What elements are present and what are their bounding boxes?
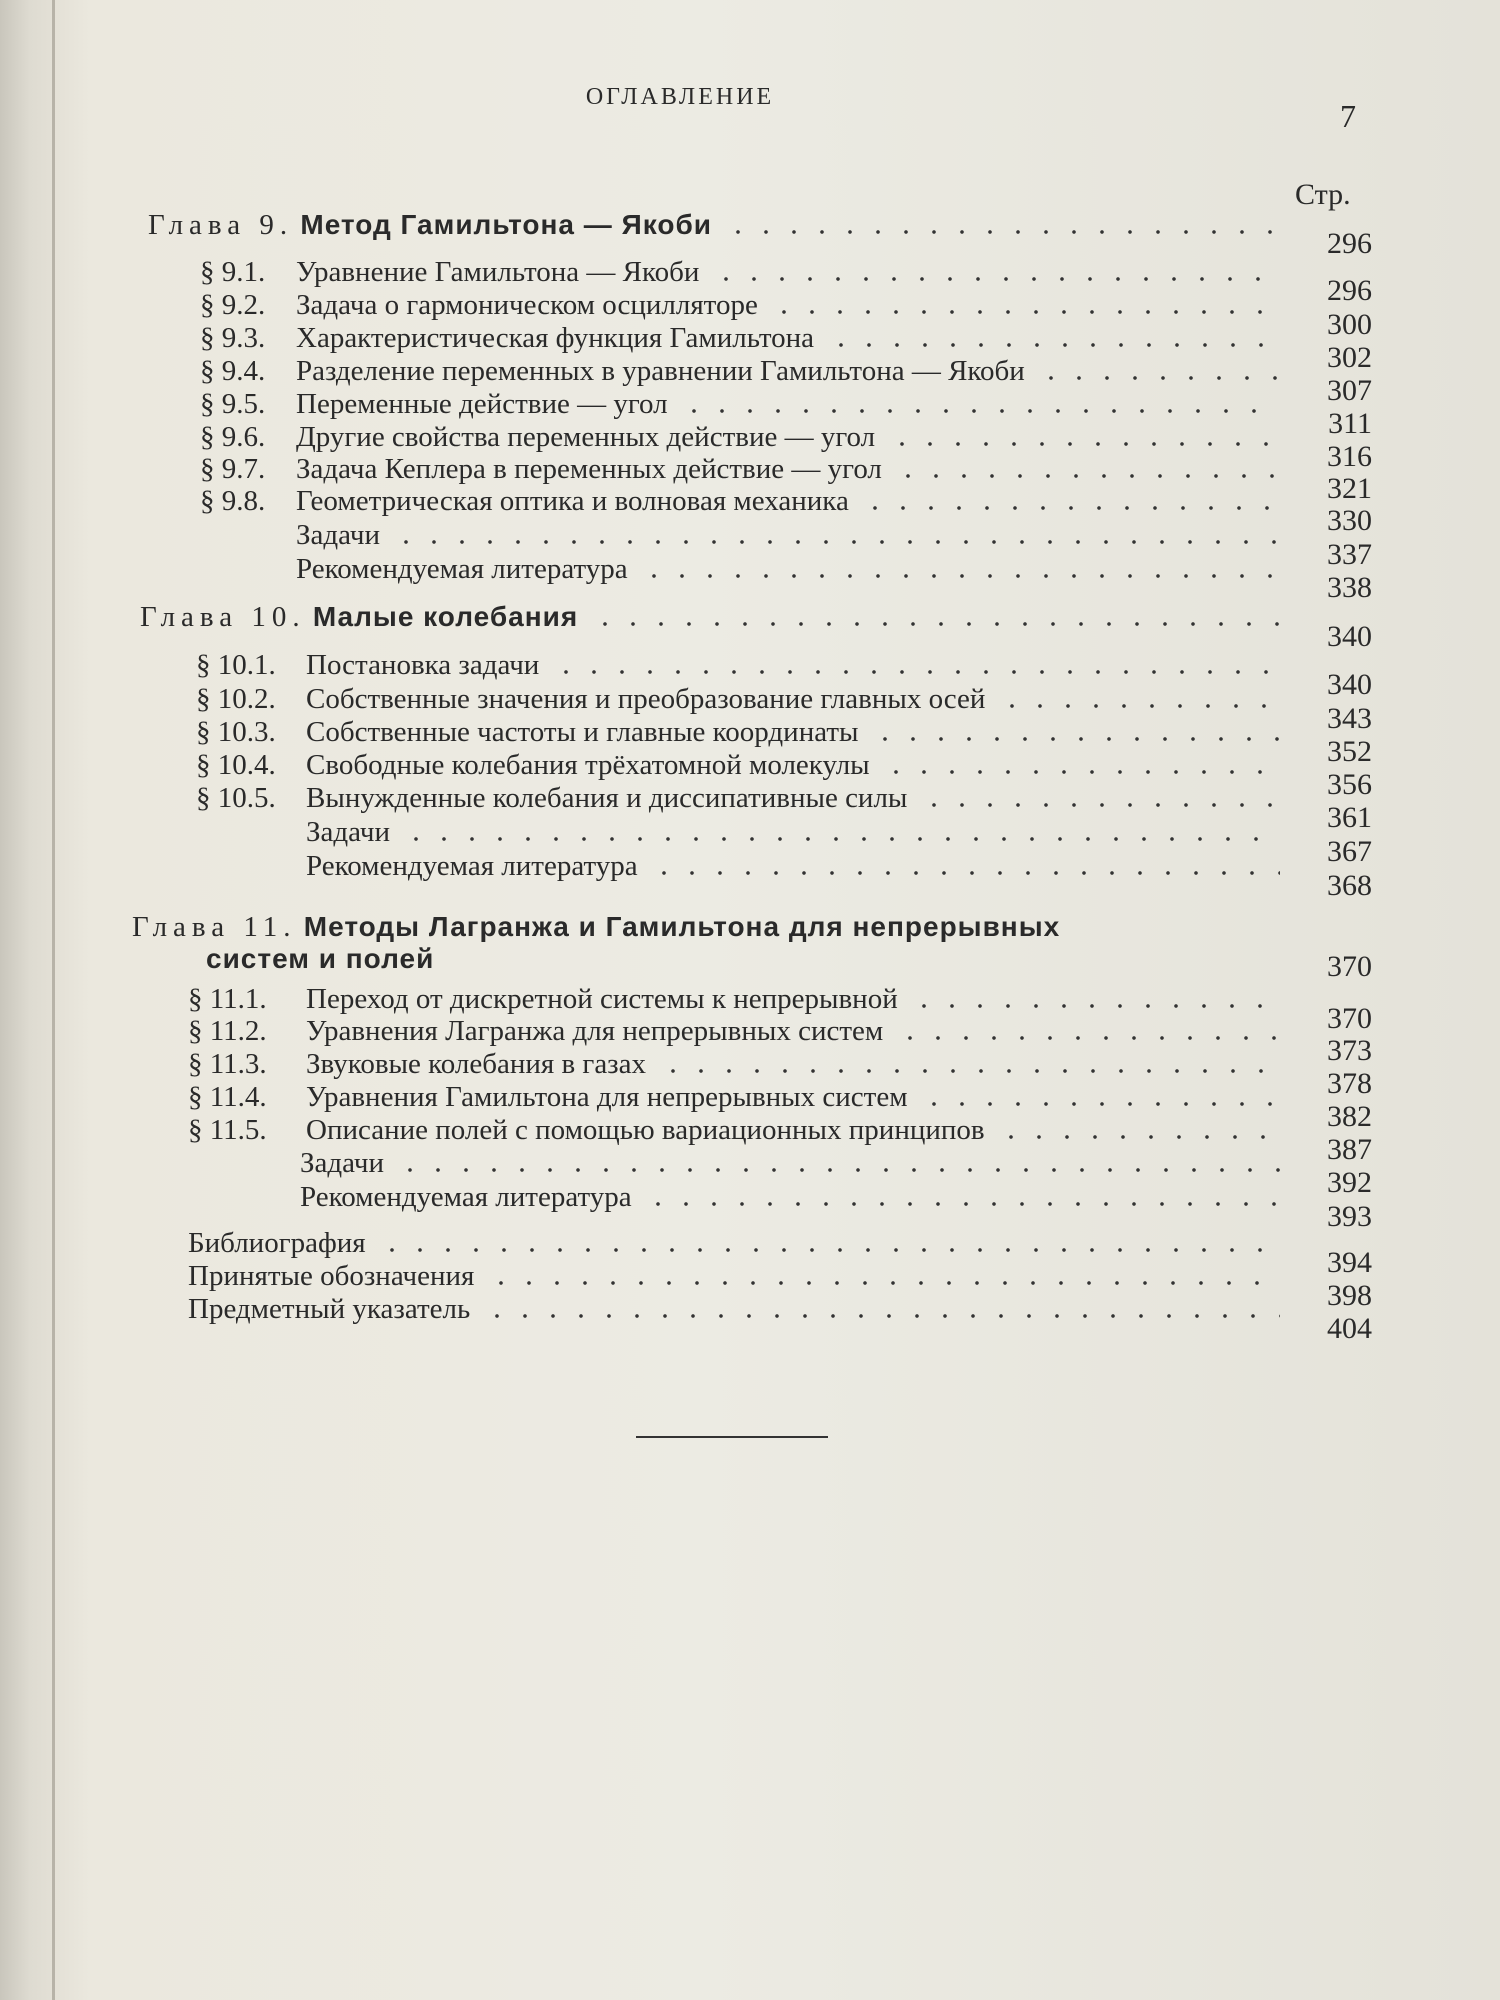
page-ref: 302 [1327, 341, 1372, 374]
section-title: Вынужденные колебания и диссипативные силы [306, 782, 908, 814]
leader-dots [827, 341, 1280, 349]
page-ref: 392 [1327, 1166, 1372, 1199]
section-number: § 9.7. [200, 453, 266, 485]
leader-dots [378, 1246, 1280, 1254]
chapter-number: Глава 11. [132, 911, 297, 943]
toc-section-entry[interactable] [188, 1047, 646, 1081]
toc-entry[interactable] [306, 849, 638, 883]
section-number: § 11.3. [188, 1048, 267, 1080]
page-ref: 378 [1327, 1067, 1372, 1100]
leader-dots [871, 735, 1280, 743]
entry-title: Рекомендуемая литература [306, 850, 638, 882]
section-title: Звуковые колебания в газах [306, 1048, 647, 1080]
toc-entry[interactable] [296, 518, 380, 552]
entry-title: Предметный указатель [188, 1293, 471, 1325]
pages-column-label: Стр. [1295, 178, 1351, 211]
entry-title: Библиография [188, 1227, 366, 1259]
section-title: Описание полей с помощью вариационных принципов [306, 1114, 985, 1146]
chapter-title-line2: систем и полей [206, 943, 435, 974]
page-number: 7 [1340, 98, 1356, 134]
page-ref: 321 [1327, 472, 1372, 505]
page-ref: 296 [1327, 274, 1372, 307]
toc-section-entry[interactable] [188, 982, 898, 1016]
page-ref: 338 [1327, 571, 1372, 604]
chapter-number: Глава 10. [140, 601, 306, 633]
toc-section-entry[interactable] [196, 781, 907, 815]
toc-section-entry[interactable] [188, 1113, 985, 1147]
toc-section-entry[interactable] [200, 387, 668, 421]
toc-section-entry[interactable] [196, 748, 870, 782]
section-number: § 11.5. [188, 1114, 267, 1146]
entry-title: Задачи [306, 816, 390, 848]
page-ref: 368 [1327, 869, 1372, 902]
leader-dots [861, 504, 1280, 512]
section-title: Собственные значения и преобразование главных осей [306, 683, 986, 715]
leader-dots [483, 1312, 1280, 1320]
toc-section-entry[interactable] [196, 682, 985, 716]
section-number: § 11.1. [188, 983, 267, 1015]
entry-title: Задачи [300, 1147, 384, 1179]
chapter-heading[interactable] [132, 910, 1060, 944]
toc-entry[interactable] [300, 1180, 632, 1214]
section-title: Уравнение Гамильтона — Якоби [296, 256, 700, 288]
toc-entry[interactable] [306, 815, 390, 849]
leader-dots [552, 668, 1280, 676]
leader-dots [659, 1067, 1280, 1075]
leader-dots [888, 440, 1280, 448]
page-ref: 382 [1327, 1100, 1372, 1133]
leader-dots [650, 869, 1280, 877]
section-number: § 9.8. [200, 485, 266, 517]
page-ref: 343 [1327, 702, 1372, 735]
page-ref: 296 [1327, 227, 1372, 260]
section-number: § 10.5. [196, 782, 276, 814]
leader-dots [1037, 374, 1280, 382]
leader-dots [591, 620, 1280, 628]
entry-title: Принятые обозначения [188, 1260, 475, 1292]
toc-entry[interactable] [296, 552, 628, 586]
page-ref: 361 [1327, 801, 1372, 834]
section-title: Собственные частоты и главные координаты [306, 716, 859, 748]
leader-dots [640, 572, 1280, 580]
leader-dots [402, 835, 1280, 843]
leader-dots [487, 1279, 1280, 1287]
chapter-number: Глава 9. [148, 209, 294, 241]
leader-dots [770, 308, 1280, 316]
toc-section-entry[interactable] [196, 648, 539, 682]
back-matter-entry[interactable] [188, 1259, 474, 1293]
page-ref: 316 [1327, 440, 1372, 473]
section-number: § 9.2. [200, 289, 266, 321]
section-title: Характеристическая функция Гамильтона [296, 322, 815, 354]
section-number: § 10.3. [196, 716, 276, 748]
running-head: ОГЛАВЛЕНИЕ [585, 84, 775, 110]
page-ref: 370 [1327, 950, 1372, 983]
chapter-title: Малые колебания [312, 601, 579, 632]
page-ref: 394 [1327, 1246, 1372, 1279]
chapter-heading[interactable] [148, 208, 712, 242]
toc-section-entry[interactable] [200, 321, 814, 355]
section-title: Другие свойства переменных действие — угол [296, 421, 876, 453]
toc-entry[interactable] [300, 1146, 384, 1180]
leader-dots [998, 702, 1280, 710]
entry-title: Рекомендуемая литература [296, 553, 628, 585]
section-number: § 11.4. [188, 1081, 267, 1113]
section-title: Уравнения Лагранжа для непрерывных систем [306, 1015, 884, 1047]
section-number: § 9.5. [200, 388, 266, 420]
chapter-title: Методы Лагранжа и Гамильтона для непрерывных [303, 911, 1061, 942]
leader-dots [910, 1002, 1280, 1010]
toc-section-entry[interactable] [200, 354, 1025, 388]
section-title: Разделение переменных в уравнении Гамильтона — Якоби [296, 355, 1025, 387]
page-ref: 373 [1327, 1034, 1372, 1067]
page-ref: 404 [1327, 1312, 1372, 1345]
section-number: § 9.6. [200, 421, 266, 453]
back-matter-entry[interactable] [188, 1226, 366, 1260]
leader-dots [724, 228, 1280, 236]
section-number: § 9.4. [200, 355, 266, 387]
leader-dots [712, 275, 1280, 283]
leader-dots [894, 472, 1280, 480]
leader-dots [920, 1100, 1280, 1108]
page-ref: 330 [1327, 504, 1372, 537]
leader-dots [392, 538, 1280, 546]
section-title: Переменные действие — угол [296, 388, 668, 420]
page-ref: 356 [1327, 768, 1372, 801]
section-title: Задача о гармоническом осцилляторе [296, 289, 758, 321]
chapter-heading[interactable] [140, 600, 578, 634]
section-number: § 10.4. [196, 749, 276, 781]
section-title: Геометрическая оптика и волновая механика [296, 485, 849, 517]
page-ref: 387 [1327, 1133, 1372, 1166]
entry-title: Задачи [296, 519, 380, 551]
leader-dots [680, 407, 1280, 415]
toc-section-entry[interactable] [200, 452, 882, 486]
page-ref: 393 [1327, 1200, 1372, 1233]
section-title: Постановка задачи [306, 649, 540, 681]
chapter-heading-continued[interactable] [206, 942, 434, 976]
section-title: Переход от дискретной системы к непрерывной [306, 983, 898, 1015]
section-number: § 10.1. [196, 649, 276, 681]
leader-dots [997, 1133, 1280, 1141]
leader-dots [920, 801, 1280, 809]
page-ref: 311 [1328, 407, 1372, 440]
section-number: § 9.1. [200, 256, 266, 288]
back-matter-entry[interactable] [188, 1292, 470, 1326]
page-ref: 340 [1327, 620, 1372, 653]
page-ref: 352 [1327, 735, 1372, 768]
toc-section-entry[interactable] [200, 288, 758, 322]
section-title: Свободные колебания трёхатомной молекулы [306, 749, 870, 781]
toc-section-entry[interactable] [188, 1080, 908, 1114]
section-title: Уравнения Гамильтона для непрерывных систем [306, 1081, 908, 1113]
section-title: Задача Кеплера в переменных действие — угол [296, 453, 882, 485]
toc-section-entry[interactable] [200, 420, 875, 454]
page-ref: 398 [1327, 1279, 1372, 1312]
toc-section-entry[interactable] [200, 255, 699, 289]
chapter-title: Метод Гамильтона — Якоби [300, 209, 712, 240]
section-number: § 11.2. [188, 1015, 267, 1047]
closing-rule [636, 1436, 828, 1438]
section-number: § 9.3. [200, 322, 266, 354]
leader-dots [644, 1200, 1280, 1208]
entry-title: Рекомендуемая литература [300, 1181, 632, 1213]
section-number: § 10.2. [196, 683, 276, 715]
toc-section-entry[interactable] [200, 484, 849, 518]
leader-dots [882, 768, 1280, 776]
page-ref: 337 [1327, 538, 1372, 571]
leader-dots [396, 1166, 1280, 1174]
page-ref: 340 [1327, 668, 1372, 701]
page-ref: 367 [1327, 835, 1372, 868]
toc-section-entry[interactable] [188, 1014, 883, 1048]
page-ref: 300 [1327, 308, 1372, 341]
page-ref: 370 [1327, 1002, 1372, 1035]
toc-section-entry[interactable] [196, 715, 859, 749]
leader-dots [896, 1034, 1280, 1042]
page-ref: 307 [1327, 374, 1372, 407]
